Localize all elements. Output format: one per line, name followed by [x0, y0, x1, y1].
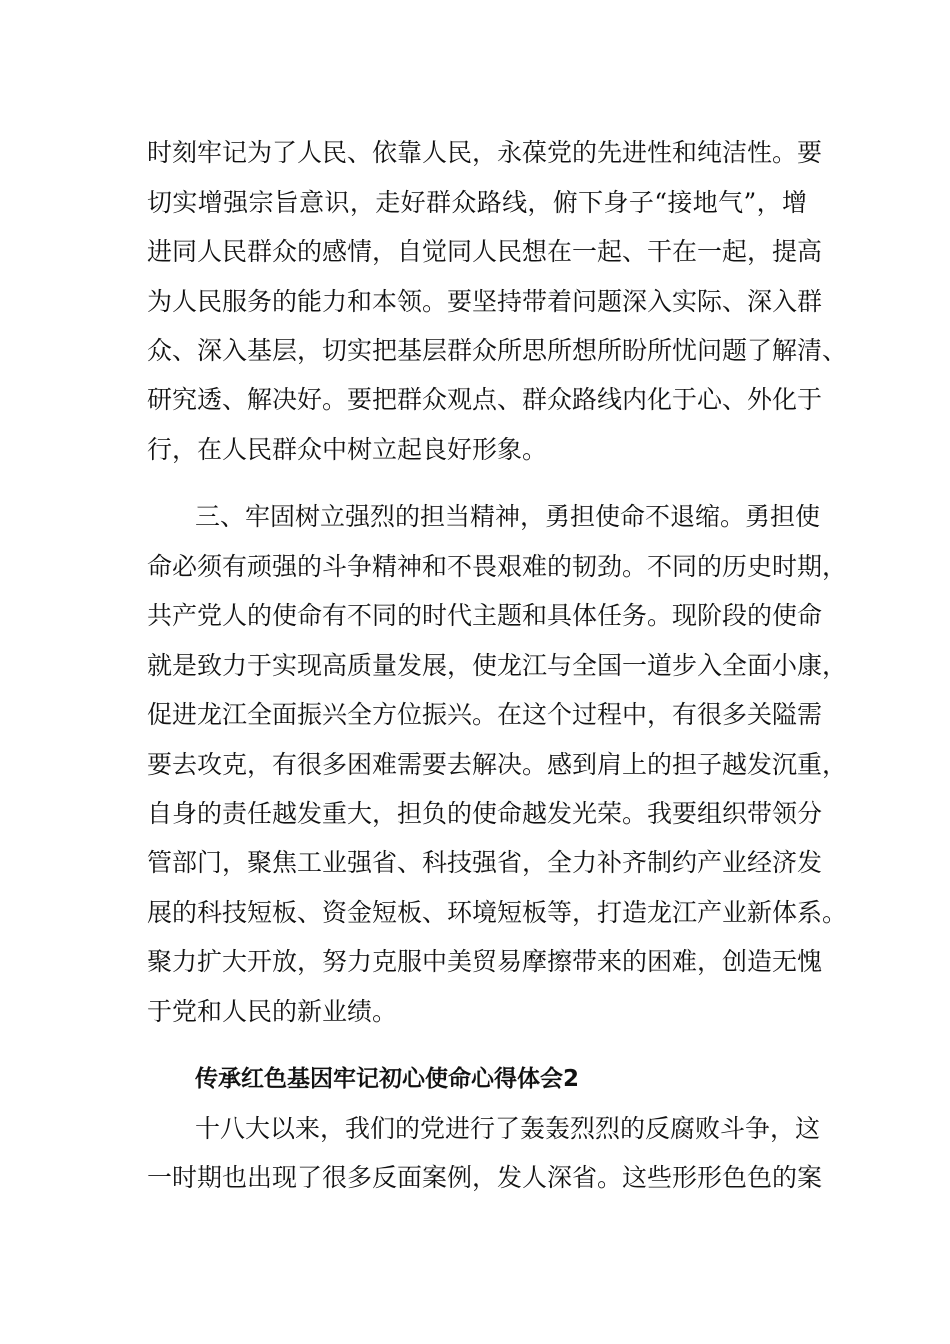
text-line: 切实增强宗旨意识，走好群众路线，俯下身子“接地气”，增	[147, 188, 807, 217]
text-line: 研究透、解决好。要把群众观点、群众路线内化于心、外化于	[147, 385, 823, 414]
text-line: 众、深入基层，切实把基层群众所思所想所盼所忧问题了解清、	[147, 336, 848, 365]
text-line: 要去攻克，有很多困难需要去解决。感到肩上的担子越发沉重，	[147, 750, 848, 779]
text-line: 进同人民群众的感情，自觉同人民想在一起、干在一起，提高	[147, 237, 823, 266]
section-heading: 传承红色基因牢记初心使命心得体会2	[195, 1066, 580, 1092]
text-line: 共产党人的使命有不同的时代主题和具体任务。现阶段的使命	[147, 601, 823, 630]
text-line: 于党和人民的新业绩。	[147, 997, 398, 1026]
text-line: 促进龙江全面振兴全方位振兴。在这个过程中，有很多关隘需	[147, 700, 823, 729]
text-line: 时刻牢记为了人民、依靠人民，永葆党的先进性和纯洁性。要	[147, 138, 823, 167]
text-line: 管部门，聚焦工业强省、科技强省，全力补齐制约产业经济发	[147, 848, 823, 877]
text-line: 命必须有顽强的斗争精神和不畏艰难的韧劲。不同的历史时期，	[147, 552, 848, 581]
text-line: 十八大以来，我们的党进行了轰轰烈烈的反腐败斗争，这	[195, 1114, 821, 1143]
text-line: 三、牢固树立强烈的担当精神，勇担使命不退缩。勇担使	[195, 502, 821, 531]
text-line: 为人民服务的能力和本领。要坚持带着问题深入实际、深入群	[147, 287, 823, 316]
text-line: 就是致力于实现高质量发展，使龙江与全国一道步入全面小康，	[147, 651, 848, 680]
text-line: 一时期也出现了很多反面案例，发人深省。这些形形色色的案	[147, 1163, 823, 1192]
text-line: 展的科技短板、资金短板、环境短板等，打造龙江产业新体系。	[147, 898, 848, 927]
text-line: 行，在人民群众中树立起良好形象。	[147, 435, 548, 464]
text-line: 自身的责任越发重大，担负的使命越发光荣。我要组织带领分	[147, 799, 823, 828]
text-line: 聚力扩大开放，努力克服中美贸易摩擦带来的困难，创造无愧	[147, 947, 823, 976]
